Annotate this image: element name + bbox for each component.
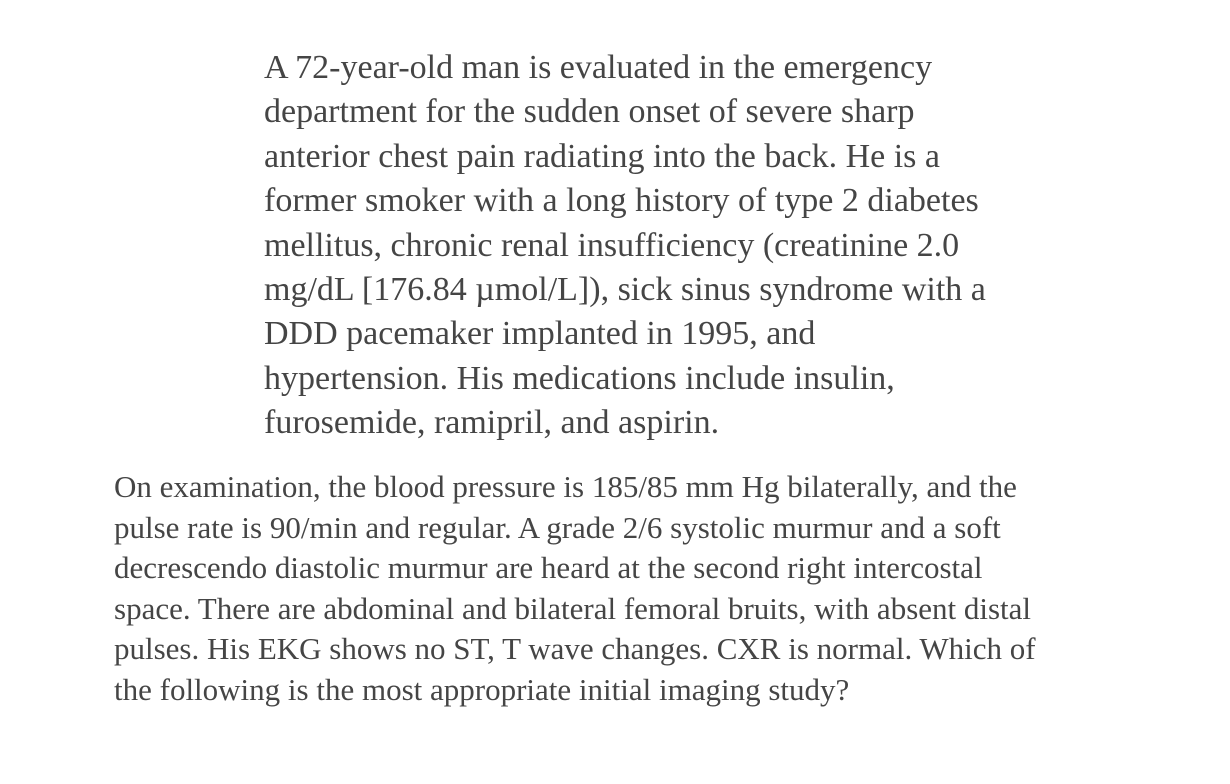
text-line: pulses. His EKG shows no ST, T wave changes. CXR is normal. Which of xyxy=(114,631,1036,667)
text-line: furosemide, ramipril, and aspirin. xyxy=(264,404,720,442)
text-line: DDD pacemaker implanted in 1995, and xyxy=(264,315,816,353)
text-line: anterior chest pain radiating into the back. He is a xyxy=(264,137,940,175)
text-line: decrescendo diastolic murmur are heard at the second right intercostal xyxy=(114,550,983,586)
text-line: department for the sudden onset of severe sharp xyxy=(264,93,915,131)
text-line: the following is the most appropriate initial imaging study? xyxy=(114,671,850,707)
text-line: mellitus, chronic renal insufficiency (creatinine 2.0 xyxy=(264,226,960,264)
text-line: A 72-year-old man is evaluated in the emergency xyxy=(264,49,933,86)
text-line: former smoker with a long history of type 2 diabetes xyxy=(264,182,979,220)
text-line: hypertension. His medications include insulin, xyxy=(264,359,895,397)
text-line: mg/dL [176.84 µmol/L]), sick sinus syndrome with a xyxy=(264,271,986,309)
text-line: On examination, the blood pressure is 185/85 mm Hg bilaterally, and the xyxy=(114,469,1017,504)
examination-question-paragraph xyxy=(114,467,1036,711)
text-line: space. There are abdominal and bilateral femoral bruits, with absent distal xyxy=(114,590,1032,626)
case-history-paragraph xyxy=(264,46,986,446)
text-line: pulse rate is 90/min and regular. A grade 2/6 systolic murmur and a soft xyxy=(114,509,1001,545)
